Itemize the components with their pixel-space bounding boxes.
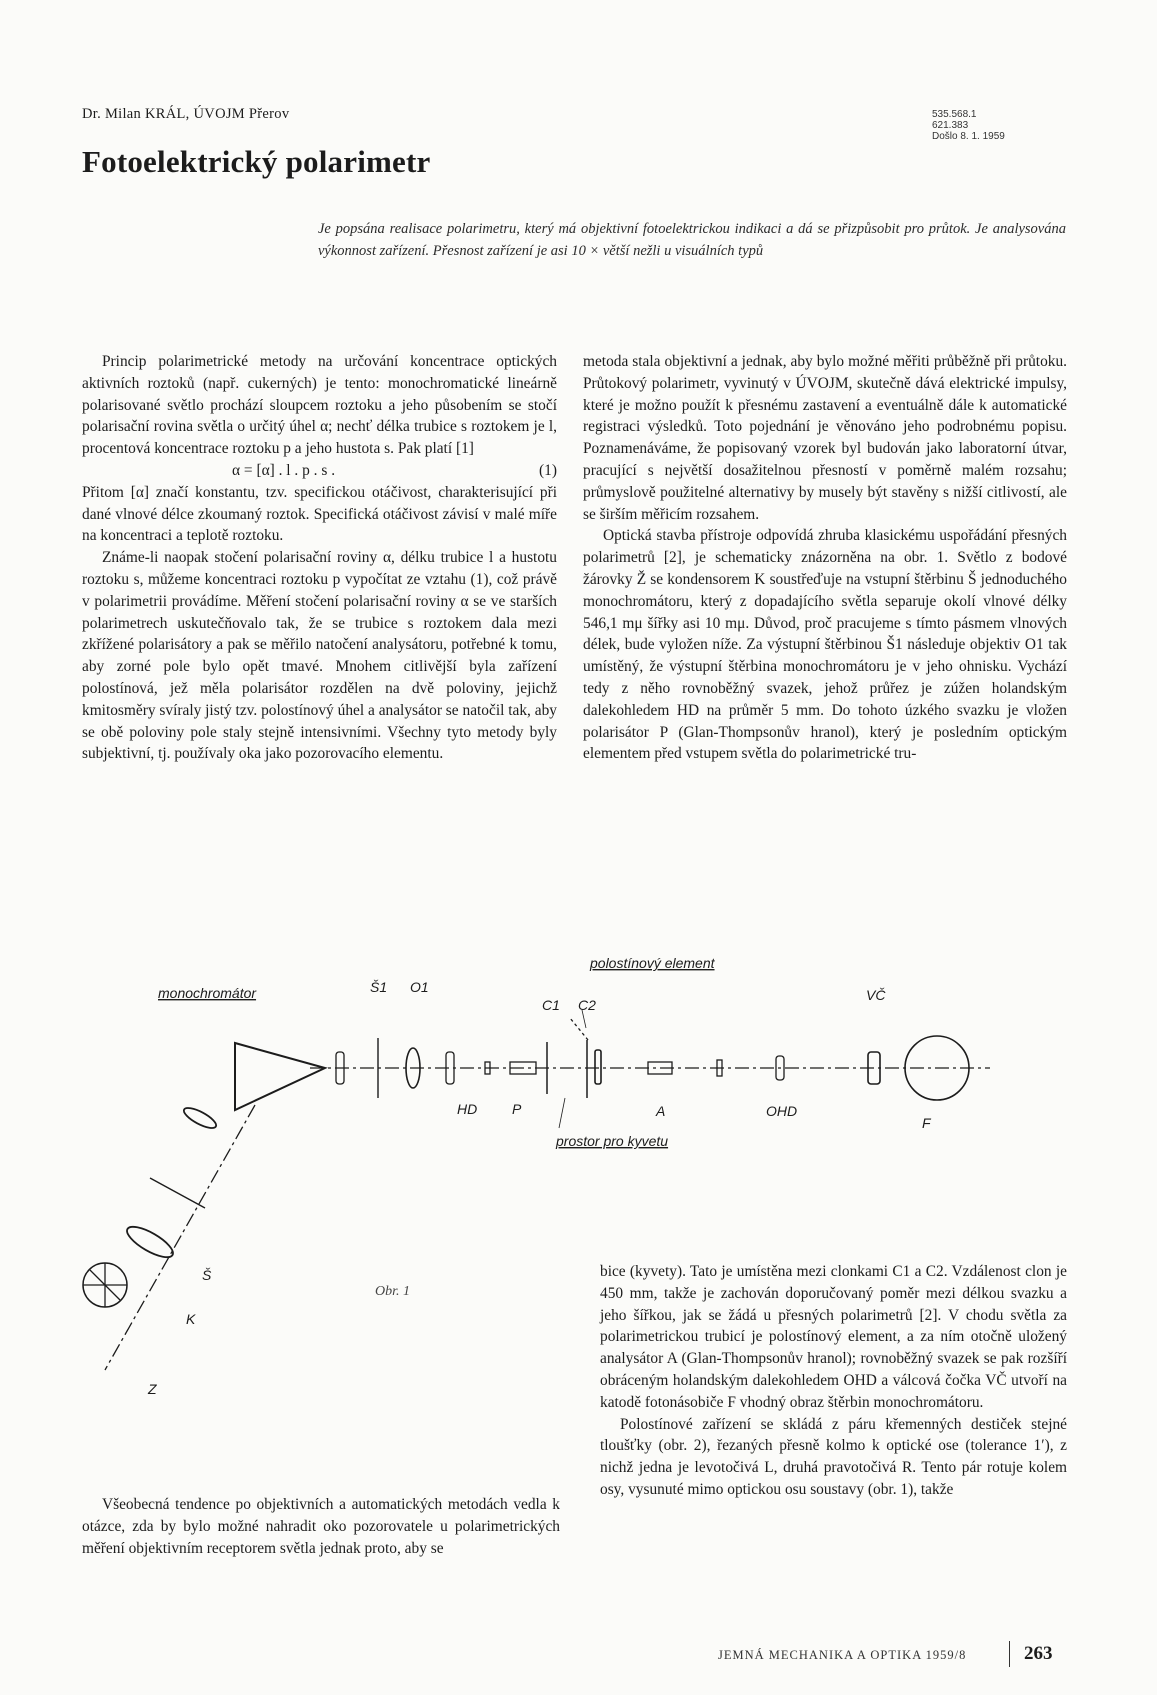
paragraph: Známe-li naopak stočení polarisační roviny α, délku trubice l a hustotu roztoku s, můžeme koncentraci roztoku p vypočítat ze vztahu (1), což právě v polarimetrii provádíme. Měření stočení polarisační roviny α se ve starších polarimetrech uskutečňovalo tak, že se trubice s roztokem dala mezi zkřížené polarisátory a pak se měřilo natočení analysátoru, potřebné k tomu, aby zorné pole bylo opět tmavé. Mnohem citlivější byla zařízení polostínová, jež měla polarisátor rozdělen na dvě poloviny, jejichž kmitosměry svíraly jistý tzv. polostínový úhel a analysátor se natočil tak, aby se obě poloviny pole staly stejně intensivními. Všechny tyto metody byly subjektivní, tj. používaly oka jako pozorovacího elementu. xyxy=(82,549,557,763)
label-c1: C1 xyxy=(542,997,560,1013)
page-number: 263 xyxy=(1024,1643,1053,1664)
article-title: Fotoelektrický polarimetr xyxy=(82,144,431,179)
column-right-top xyxy=(583,351,1067,765)
paragraph: Všeobecná tendence po objektivních a automatických metodách vedla k otázce, zda by bylo možné nahradit oko pozorovatele u polarimetrických měření objektivním receptorem světla jednak proto, aby se xyxy=(82,1496,560,1557)
udc-code-2: 621.383 xyxy=(932,120,969,131)
figure-caption: Obr. 1 xyxy=(375,1284,411,1299)
equation-number: (1) xyxy=(539,461,557,479)
label-a: A xyxy=(656,1103,666,1119)
paragraph: Přitom [α] značí konstantu, tzv. specifickou otáčivost, charakterisující při dané vlnové délce zkoumaný roztok. Specifická otáčivost závisí v malé míře na koncentraci a teplotě roztoku. xyxy=(82,483,557,545)
paragraph: Polostínové zařízení se skládá z páru křemenných destiček stejné tloušťky (obr. 2), řezaných přesně kolmo k optické ose (tolerance 1′), z nichž jedna je levotočivá L, druhá pravotočivá R. Tento pár rotuje kolem osy, vysunuté mimo optickou osu soustavy (obr. 1), takže xyxy=(600,1415,1067,1498)
paragraph: metoda stala objektivní a jednak, aby bylo možné měřiti průběžně při průtoku. Průtokový polarimetr, vyvinutý v ÚVOJM, skutečně dává elektrické impulsy, které je možno použít k přesnému zastavení a eventuálně dále k automatické registraci výsledků. Toto pojednání je věnováno jeho podrobnému popisu. Poznamenáváme, že popisovaný vzorek byl budován jako laboratorní útvar, pracující s největší dosažitelnou přesností v poměrně malém rozsahu; průmyslově použitelné alternativy by musely být stavěny s nižší citlivostí, ale se širším měřicím rozsahem. xyxy=(583,353,1067,523)
label-f: F xyxy=(922,1115,931,1131)
label-ohd: OHD xyxy=(766,1103,798,1119)
monochromator-prism xyxy=(235,1043,325,1110)
half-shade-element xyxy=(595,1050,601,1084)
received-date: Došlo 8. 1. 1959 xyxy=(932,131,1005,142)
udc-block xyxy=(932,109,1005,142)
column-left-bottom xyxy=(82,1494,560,1559)
entrance-slit xyxy=(150,1178,205,1208)
paragraph: Princip polarimetrické metody na určování koncentrace optických aktivních roztoků (např. cukerných) je tento: monochromatické lineárně polarisované světlo prochází sloupcem roztoku a jeho působením se stočí polarisační rovina světla o určitý úhel α; nechť délka trubice s roztokem je l, procentová koncentrace roztoku p a jeho hustota s. Pak platí [1] xyxy=(82,353,557,458)
label-s1: Š1 xyxy=(370,979,388,995)
journal-footer: JEMNÁ MECHANIKA A OPTIKA 1959/8 xyxy=(718,1648,967,1662)
label-o1: O1 xyxy=(410,979,429,995)
label-s: Š xyxy=(202,1267,212,1283)
equation-1 xyxy=(82,460,557,482)
equation-formula: α = [α] . l . p . s . xyxy=(232,461,336,479)
column-left-top xyxy=(82,351,557,765)
label-vc: VČ xyxy=(866,987,886,1003)
label-monochromator: monochromátor xyxy=(158,985,257,1001)
label-cuvette-space: prostor pro kyvetu xyxy=(556,1133,669,1149)
abstract: Je popsána realisace polarimetru, který má objektivní fotoelektrickou indikaci a dá se přizpůsobit pro průtok. Je analysována výkonnost zařízení. Přesnost zařízení je asi 10 × větší nežli u visuálních typů xyxy=(318,221,1066,259)
label-hd: HD xyxy=(457,1101,478,1117)
condenser-lens xyxy=(123,1221,177,1263)
footer-separator xyxy=(1009,1641,1010,1667)
label-k: K xyxy=(186,1311,196,1327)
paragraph: Optická stavba přístroje odpovídá zhruba klasickému uspořádání přesných polarimetrů [2], je schematicky znázorněna na obr. 1. Světlo z bodové žárovky Ž se kondensorem K soustřeďuje na vstupní štěrbinu Š jednoduchého monochromátoru, který z dopadajícího světla separuje okolí vlnové délky 546,1 mμ šířky asi 10 mμ. Důvod, proč pracujeme s tímto pásmem vlnových délek, bude vyložen níže. Za výstupní štěrbinou Š1 následuje objektiv O1 tak umístěný, že výstupní štěrbina monochromátoru je v jeho ohnisku. Vychází tedy z něho rovnoběžný svazek, jehož průřez je zúžen holandským dalekohledem HD na průměr 5 mm. Do tohoto úzkého svazku je vložen polarisátor P (Glan-Thompsonův hranol), který je posledním optickým elementem před vstupem světla do polarimetrické tru- xyxy=(583,527,1067,763)
label-z: Z xyxy=(148,1381,157,1397)
udc-code-1: 535.568.1 xyxy=(932,109,977,120)
label-c2: C2 xyxy=(578,997,596,1013)
column-right-bottom xyxy=(600,1261,1067,1501)
paragraph: bice (kyvety). Tato je umístěna mezi clonkami C1 a C2. Vzdálenost clon je 450 mm, takže je zachován doporučovaný poměr mezi délkou svazku a jeho šířkou, jak se žádá u přesných polarimetrů [2]. V chodu světla za polarimetrickou trubicí je polostínový element, a za ním otočně uložený analysátor A (Glan-Thompsonův hranol); rovnoběžný svazek se pak rozšíří obráceným holandským dalekohledem OHD a válcová čočka VČ utvoří na katodě fotonásobiče F vhodný obraz štěrbin monochromátoru. xyxy=(600,1263,1067,1411)
input-axis xyxy=(105,1105,255,1370)
input-lens xyxy=(181,1104,218,1131)
label-p: P xyxy=(512,1101,522,1117)
author-line: Dr. Milan KRÁL, ÚVOJM Přerov xyxy=(82,106,290,122)
label-half-shade-element: polostínový element xyxy=(590,955,715,971)
